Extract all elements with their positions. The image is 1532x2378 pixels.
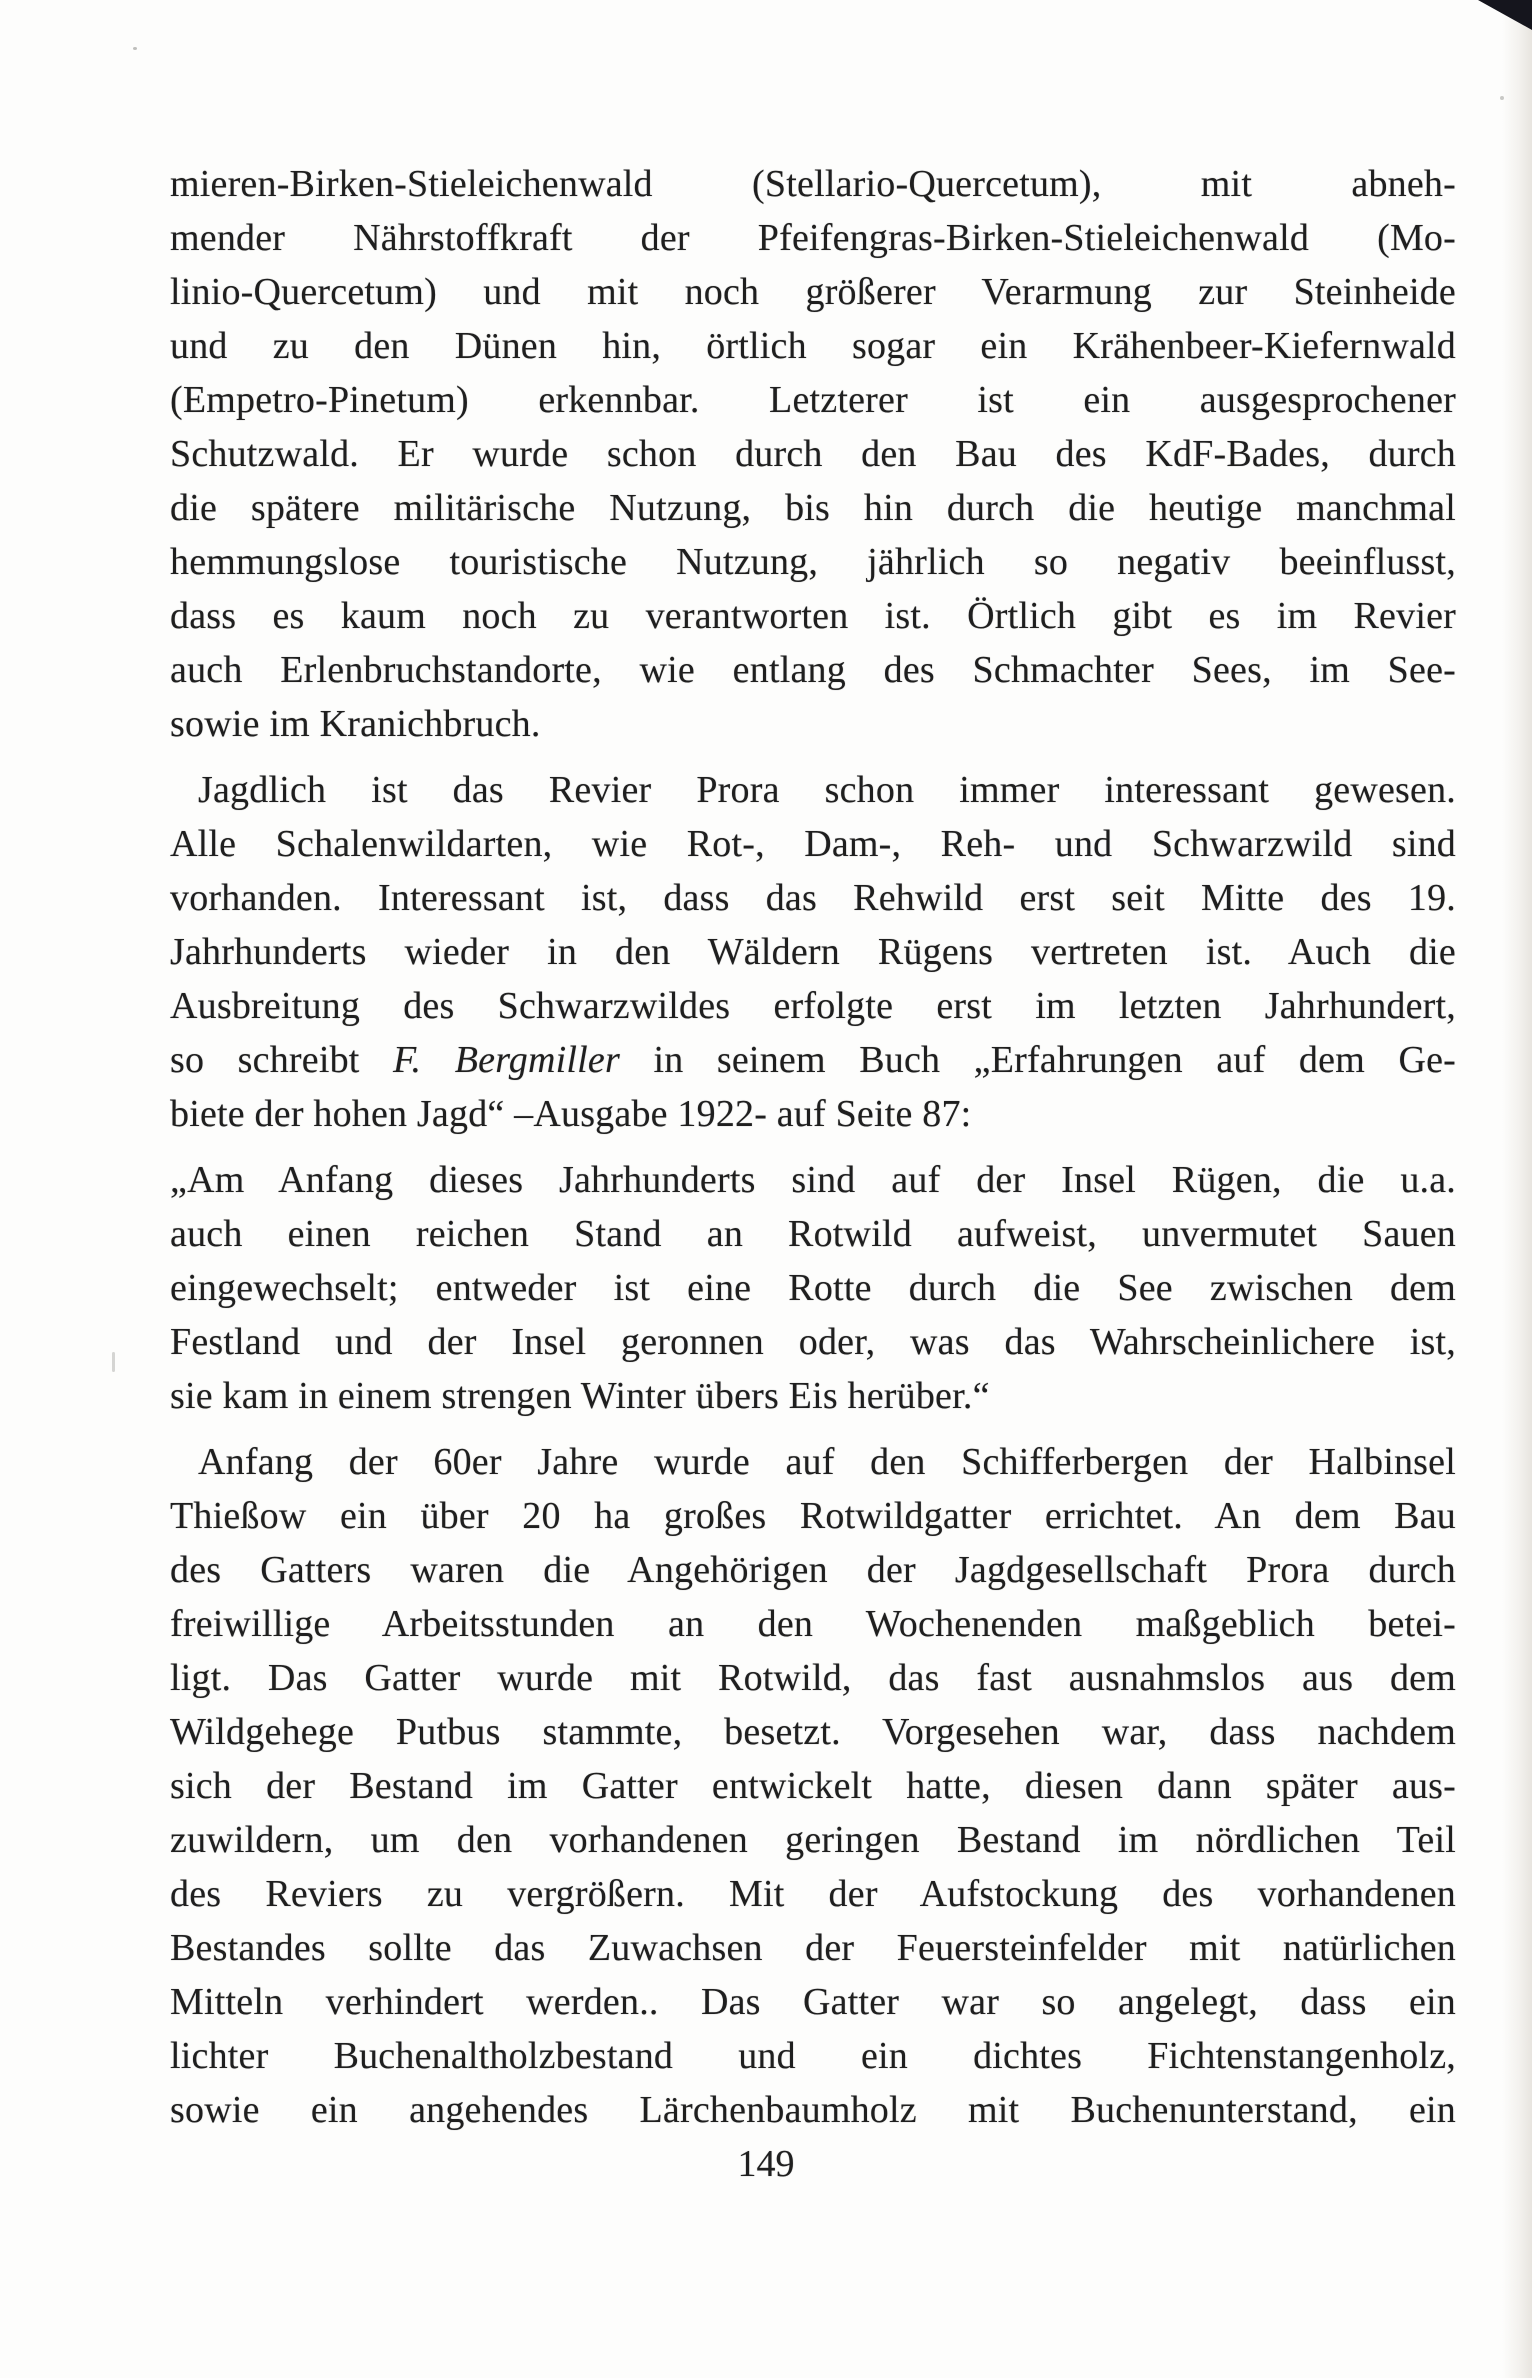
text-line: sowie im Kranichbruch. [170,703,541,745]
text-line: freiwillige Arbeitsstunden an den Wochenenden maßgeblich betei- [170,1603,1456,1645]
text-line: vorhanden. Interessant ist, dass das Rehwild erst seit Mitte des 19. [170,877,1456,919]
scan-speck [112,1352,115,1372]
text-line: auch einen reichen Stand an Rotwild aufweist, unvermutet Sauen [170,1213,1456,1255]
paragraph [170,157,1456,751]
text-line: biete der hohen Jagd“ –Ausgabe 1922- auf Seite 87: [170,1093,972,1135]
text-line: ligt. Das Gatter wurde mit Rotwild, das fast ausnahmslos aus dem [170,1657,1456,1699]
text-line [170,1033,1456,1087]
text-line: mieren-Birken-Stieleichenwald (Stellario-Quercetum), mit abneh- [170,163,1456,205]
text-line: des Gatters waren die Angehörigen der Jagdgesellschaft Prora durch [170,1549,1456,1591]
page-text [170,157,1456,2137]
scan-speck [133,47,137,50]
text-line: eingewechselt; entweder ist eine Rotte durch die See zwischen dem [170,1267,1456,1309]
paragraph [170,763,1456,1141]
page-number: 149 [737,2143,795,2185]
text-line: „Am Anfang dieses Jahrhunderts sind auf der Insel Rügen, die u.a. [170,1159,1456,1201]
text-line: sowie ein angehendes Lärchenbaumholz mit Buchenunterstand, ein [170,2089,1456,2131]
text-line: (Empetro-Pinetum) erkennbar. Letzterer ist ein ausgesprochener [170,379,1456,421]
text-line: die spätere militärische Nutzung, bis hin durch die heutige manchmal [170,487,1456,529]
page-edge-shadow [1502,0,1532,2378]
text-line: linio-Quercetum) und mit noch größerer Verarmung zur Steinheide [170,271,1456,313]
text-line: Festland und der Insel geronnen oder, was das Wahrscheinlichere ist, [170,1321,1456,1363]
text-line: lichter Buchenaltholzbestand und ein dichtes Fichtenstangenholz, [170,2035,1456,2077]
text-line: dass es kaum noch zu verantworten ist. Örtlich gibt es im Revier [170,595,1456,637]
paragraph-quote [170,1153,1456,1423]
author-name-italic: F. Bergmiller [393,1039,620,1081]
text-line: Jahrhunderts wieder in den Wäldern Rügens vertreten ist. Auch die [170,931,1456,973]
text-line: sich der Bestand im Gatter entwickelt hatte, diesen dann später aus- [170,1765,1456,1807]
text-line: mender Nährstoffkraft der Pfeifengras-Birken-Stieleichenwald (Mo- [170,217,1456,259]
text-line: Anfang der 60er Jahre wurde auf den Schifferbergen der Halbinsel [198,1441,1456,1483]
text-line: hemmungslose touristische Nutzung, jährlich so negativ beeinflusst, [170,541,1456,583]
text-segment: in seinem Buch „Erfahrungen auf dem Ge- [619,1039,1457,1081]
text-line: zuwildern, um den vorhandenen geringen Bestand im nördlichen Teil [170,1819,1456,1861]
text-line: Wildgehege Putbus stammte, besetzt. Vorgesehen war, dass nachdem [170,1711,1456,1753]
text-line: Bestandes sollte das Zuwachsen der Feuersteinfelder mit natürlichen [170,1927,1456,1969]
text-line: auch Erlenbruchstandorte, wie entlang des Schmachter Sees, im See- [170,649,1456,691]
text-line: sie kam in einem strengen Winter übers Eis herüber.“ [170,1375,990,1417]
text-line: Thießow ein über 20 ha großes Rotwildgatter errichtet. An dem Bau [170,1495,1456,1537]
text-segment: so schreibt [170,1039,394,1081]
text-line: des Reviers zu vergrößern. Mit der Aufstockung des vorhandenen [170,1873,1456,1915]
text-line: Ausbreitung des Schwarzwildes erfolgte erst im letzten Jahrhundert, [170,985,1456,1027]
paragraph [170,1435,1456,2137]
text-line: Mitteln verhindert werden.. Das Gatter war so angelegt, dass ein [170,1981,1456,2023]
text-line: Jagdlich ist das Revier Prora schon immer interessant gewesen. [198,769,1456,811]
text-line: und zu den Dünen hin, örtlich sogar ein Krähenbeer-Kiefernwald [170,325,1456,367]
text-line: Alle Schalenwildarten, wie Rot-, Dam-, Reh- und Schwarzwild sind [170,823,1456,865]
scan-speck [1500,96,1504,100]
text-line: Schutzwald. Er wurde schon durch den Bau des KdF-Bades, durch [170,433,1456,475]
